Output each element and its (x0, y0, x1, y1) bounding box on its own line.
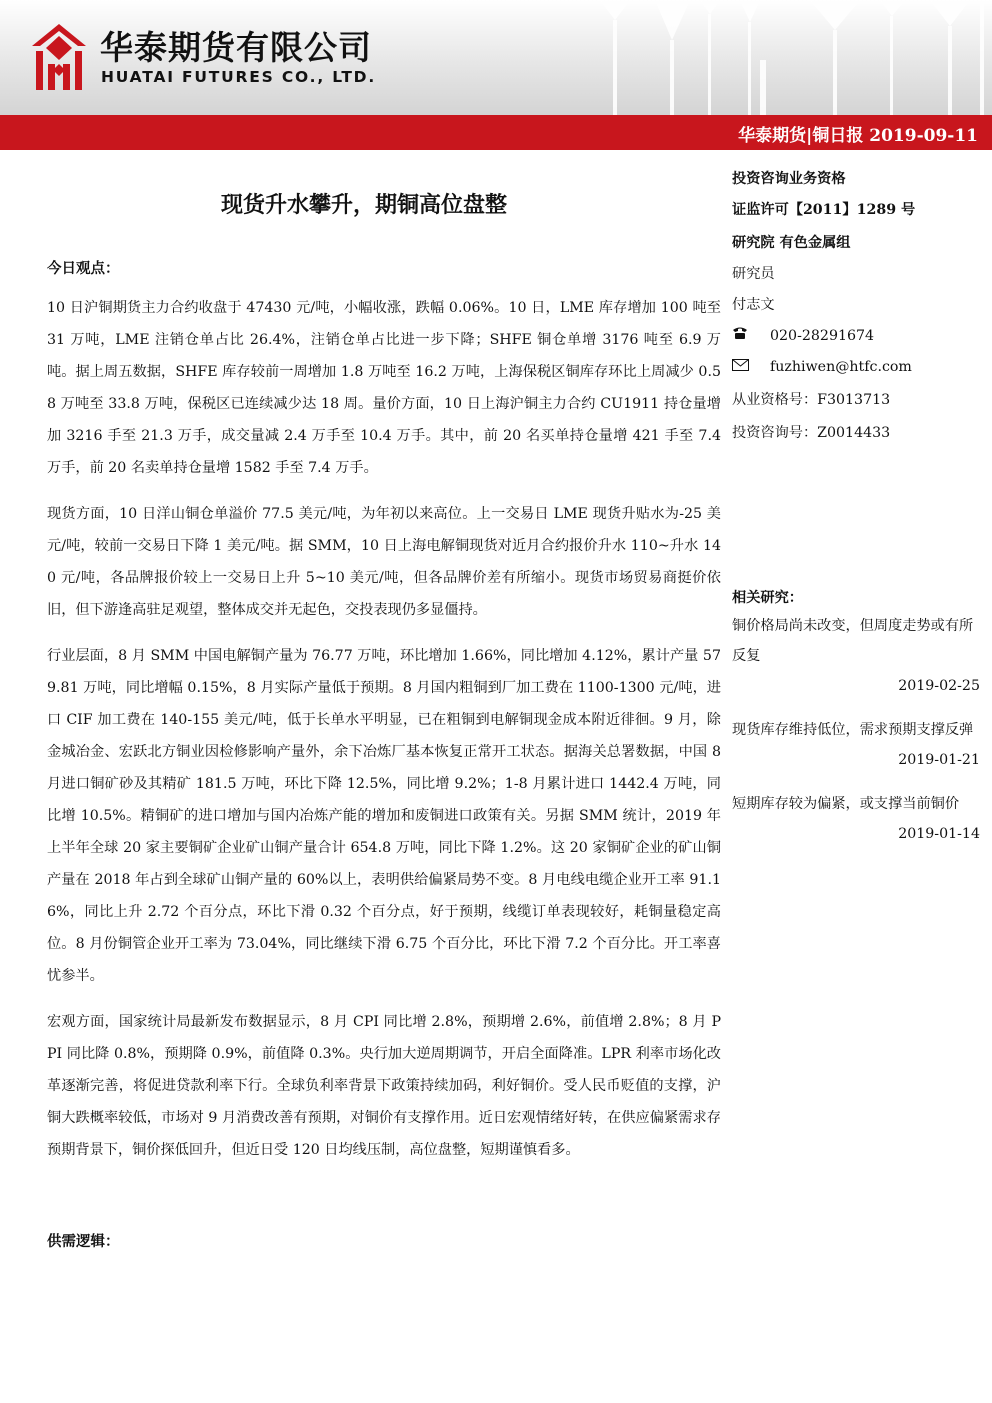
phone-number[interactable]: 020-28291674 (770, 328, 875, 344)
email-row (732, 352, 984, 383)
report-banner-text: 华泰期货|铜日报 2019-09-11 (738, 126, 978, 146)
sidebar (732, 164, 984, 863)
related-item-title[interactable]: 短期库存较为偏紧，或支撑当前铜价 (732, 796, 960, 812)
main-content (47, 160, 721, 1251)
paragraph-market: 10 日沪铜期货主力合约收盘于 47430 元/吨，小幅收涨，跌幅 0.06%。10 日，LME 库存增加 100 吨至 31 万吨，LME 注销仓单占比 26.4%，注销仓单占比进一步下降；SHFE 铜仓单增 3176 吨至 6.9 万吨。据上周五数据，SHFE 库存较前一周增加 1.8 万吨至 16.2 万吨，上海保税区铜库存环比上周减少 0.58 万吨至 33.8 万吨，保税区已连续减少达 18 周。量价方面，10 日上海沪铜主力合约 CU1911 持仓量增加 3216 手至 21.3 万手，成交量减 2.4 万手至 10.4 万手。其中，前 20 名买单持仓量增 421 手至 7.4 万手，前 20 名卖单持仓量增 1582 手至 7.4 万手。 (47, 300, 721, 476)
report-title: 现货升水攀升，期铜高位盘整 (220, 192, 507, 218)
phone-icon (732, 321, 770, 352)
report-banner (0, 115, 992, 150)
practice-cert: 从业资格号：F3013713 (732, 392, 891, 408)
today-view-heading: 今日观点： (47, 260, 120, 277)
related-item-title[interactable]: 现货库存维持低位，需求预期支撑反弹 (732, 722, 974, 738)
related-item[interactable] (732, 789, 984, 849)
related-item-date: 2019-02-25 (898, 678, 980, 694)
related-research-heading: 相关研究： (732, 590, 803, 606)
related-item-date: 2019-01-14 (898, 826, 980, 842)
supply-demand-heading: 供需逻辑： (47, 1233, 120, 1250)
license-line: 证监许可【2011】1289 号 (732, 202, 916, 218)
company-name-cn: 华泰期货有限公司 (100, 28, 372, 67)
related-item[interactable] (732, 715, 984, 775)
related-item[interactable] (732, 611, 984, 701)
page-header (0, 0, 992, 115)
phone-row (732, 321, 984, 352)
related-item-date: 2019-01-21 (898, 752, 980, 768)
qualification-line: 投资咨询业务资格 (732, 171, 846, 187)
paragraph-spot: 现货方面，10 日洋山铜仓单溢价 77.5 美元/吨，为年初以来高位。上一交易日 LME 现货升贴水为-25 美元/吨，较前一交易日下降 1 美元/吨。据 SMM，10 日上海电解铜现货对近月合约报价升水 110~升水 140 元/吨，各品牌报价较上一交易日上升 5~10 美元/吨，但各品牌价差有所缩小。现货市场贸易商挺价依旧，但下游逢高驻足观望，整体成交并无起色，交投表现仍多显僵持。 (47, 506, 721, 618)
company-name-en: HUATAI FUTURES CO., LTD. (101, 68, 377, 86)
company-logo-icon (32, 24, 86, 90)
analyst-role: 研究员 (732, 266, 775, 282)
paragraph-macro: 宏观方面，国家统计局最新发布数据显示，8 月 CPI 同比增 2.8%，预期增 2.6%，前值增 2.8%；8 月 PPI 同比降 0.8%，预期降 0.9%，前值降 0.3%。央行加大逆周期调节，开启全面降准。LPR 利率市场化改革逐渐完善，将促进贷款利率下行。全球负利率背景下政策持续加码，利好铜价。受人民币贬值的支撑，沪铜大跌概率较低，市场对 9 月消费改善有预期，对铜价有支撑作用。近日宏观情绪好转，在供应偏紧需求存预期背景下，铜价探低回升，但近日受 120 日均线压制，高位盘整，短期谨慎看多。 (47, 1014, 721, 1158)
analyst-name: 付志文 (732, 297, 775, 313)
consult-cert: 投资咨询号：Z0014433 (732, 425, 891, 441)
department: 研究院 有色金属组 (732, 235, 851, 251)
paragraph-industry: 行业层面，8 月 SMM 中国电解铜产量为 76.77 万吨，环比增加 1.66%，同比增加 4.12%，累计产量 579.81 万吨，同比增幅 0.15%，8 月实际产量低于预期。8 月国内粗铜到厂加工费在 1100-1300 元/吨，进口 CIF 加工费在 140-155 美元/吨，低于长单水平明显，已在粗铜到电解铜现金成本附近徘徊。9 月，除金城冶金、宏跃北方铜业因检修影响产量外，余下冶炼厂基本恢复正常开工状态。据海关总署数据，中国 8 月进口铜矿砂及其精矿 181.5 万吨，环比下降 12.5%，同比增 9.2%；1-8 月累计进口 1442.4 万吨，同比增 10.5%。精铜矿的进口增加与国内冶炼产能的增加和废铜进口政策有关。另据 SMM 统计，2019 年上半年全球 20 家主要铜矿企业矿山铜产量合计 654.8 万吨，同比下降 1.2%。这 20 家铜矿企业的矿山铜产量在 2018 年占到全球矿山铜产量的 60%以上，表明供给偏紧局势不变。8 月电线电缆企业开工率 91.16%，同比上升 2.72 个百分点，环比下滑 0.32 个百分点，好于预期，线缆订单表现较好，耗铜量稳定高位。8 月份铜管企业开工率为 73.04%，同比继续下滑 6.75 个百分比，环比下滑 7.2 个百分比。开工率喜忧参半。 (47, 648, 721, 984)
header-decoration-icon (560, 0, 992, 115)
email-address[interactable]: fuzhiwen@htfc.com (770, 359, 912, 375)
envelope-icon (732, 352, 770, 383)
related-item-title[interactable]: 铜价格局尚未改变，但周度走势或有所反复 (732, 618, 974, 664)
